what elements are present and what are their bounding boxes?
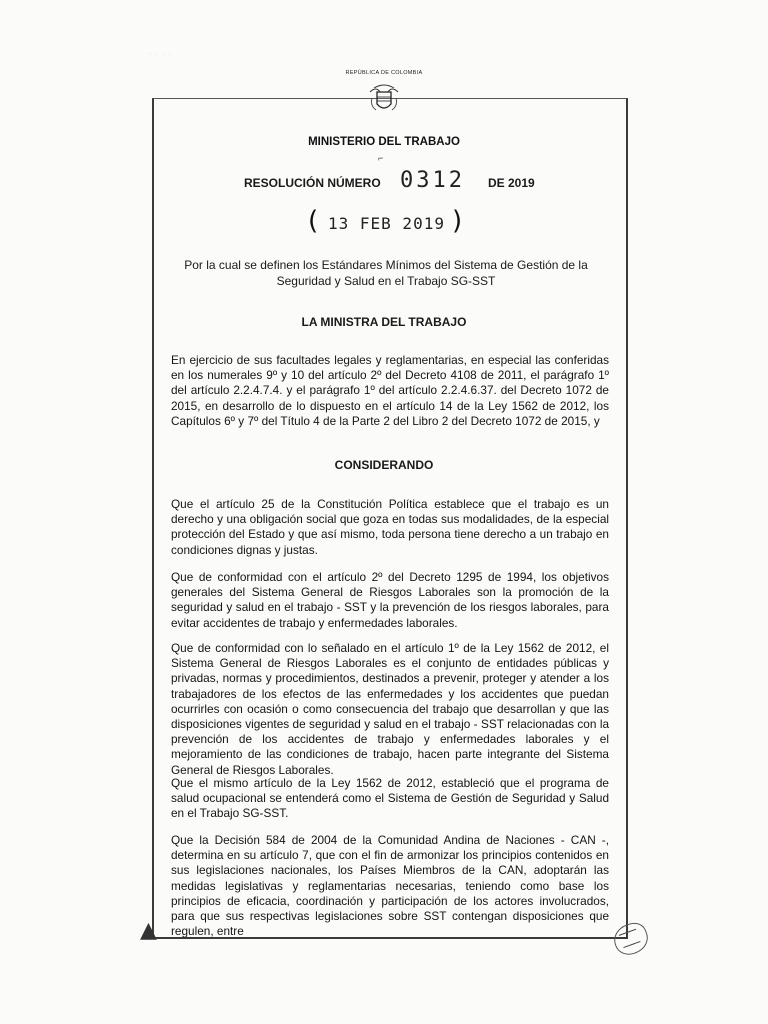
considering-paragraph: Que el artículo 25 de la Constitución Política establece que el trabajo es un derecho y una obligación social que goza en todas sus modalidades, de la especial protección del Estado y que así mismo, toda persona tiene derecho a un trabajo en condiciones dignas y justas.: [171, 497, 609, 557]
ink-mark: ⌐: [378, 153, 384, 163]
resolution-purpose: Por la cual se definen los Estándares Mínimos del Sistema de Gestión de la Seguridad y Salud en el Trabajo SG-SST: [184, 258, 588, 288]
date-close-paren: ): [452, 206, 463, 236]
resolution-year: DE 2019: [488, 176, 535, 190]
resolution-number: 0312: [400, 168, 465, 193]
considering-paragraph: Que la Decisión 584 de 2004 de la Comunidad Andina de Naciones - CAN -, determina en su artículo 7, que con el fin de armonizar los principios contenidos en sus legislaciones nacionales, los Países Miembros de la CAN, adoptarán las medidas legislativas y reglamentarias necesarias, teniendo como base los principios de eficacia, coordinación y participación de los actores involucrados, para que sus respectivas legislaciones sobre SST contengan disposiciones que regulen, entre: [171, 833, 609, 939]
scan-artifact: · · · ·: [148, 48, 172, 60]
resolution-label: RESOLUCIÓN NÚMERO: [244, 176, 381, 190]
resolution-date-stamp: 13 FEB 2019: [328, 214, 445, 233]
date-open-paren: (: [308, 206, 319, 236]
considering-paragraph: Que de conformidad con el artículo 2º del Decreto 1295 de 1994, los objetivos generales del Sistema General de Riesgos Laborales son la promoción de la seguridad y salud en el trabajo - SST y la prevención de los riesgos laborales, para evitar accidentes de trabajo y enfermedades laborales.: [171, 570, 609, 630]
margin-arrow-icon: ▲: [140, 918, 157, 943]
considering-paragraph: Que el mismo artículo de la Ley 1562 de 2012, estableció que el programa de salud ocupacional se entenderá como el Sistema de Gestión de Seguridad y Salud en el Trabajo SG-SST.: [171, 776, 609, 821]
authority-heading: LA MINISTRA DEL TRABAJO: [301, 315, 467, 329]
country-header: REPÚBLICA DE COLOMBIA: [345, 70, 423, 76]
preamble-paragraph: En ejercicio de sus facultades legales y reglamentarias, en especial las conferidas en los numerales 9º y 10 del artículo 2º del Decreto 4108 de 2011, el parágrafo 1º del artículo 2.2.4.7.4. y el parágrafo 1º del artículo 2.2.4.6.37. del Decreto 1072 de 2015, en desarrollo de lo dispuesto en el artículo 14 de la Ley 1562 de 2012, los Capítulos 6º y 7º del Título 4 de la Parte 2 del Libro 2 del Decreto 1072 de 2015, y: [171, 353, 609, 428]
ministry-title: MINISTERIO DEL TRABAJO: [308, 136, 460, 148]
considering-heading: CONSIDERANDO: [334, 458, 434, 472]
considering-paragraph: Que de conformidad con lo señalado en el artículo 1º de la Ley 1562 de 2012, el Sistema General de Riesgos Laborales es el conjunto de entidades públicas y privadas, normas y procedimientos, destinados a prevenir, proteger y atender a los trabajadores de los efectos de las enfermedades y los accidentes que puedan ocurrirles con ocasión o como consecuencia del trabajo que desarrollan y que las disposiciones vigentes de seguridad y salud en el trabajo - SST relacionadas con la prevención de los accidentes de trabajo y enfermedades laborales y el mejoramiento de las condiciones de trabajo, hacen parte integrante del Sistema General de Riesgos Laborales.: [171, 641, 609, 777]
coat-of-arms-icon: [366, 80, 402, 116]
